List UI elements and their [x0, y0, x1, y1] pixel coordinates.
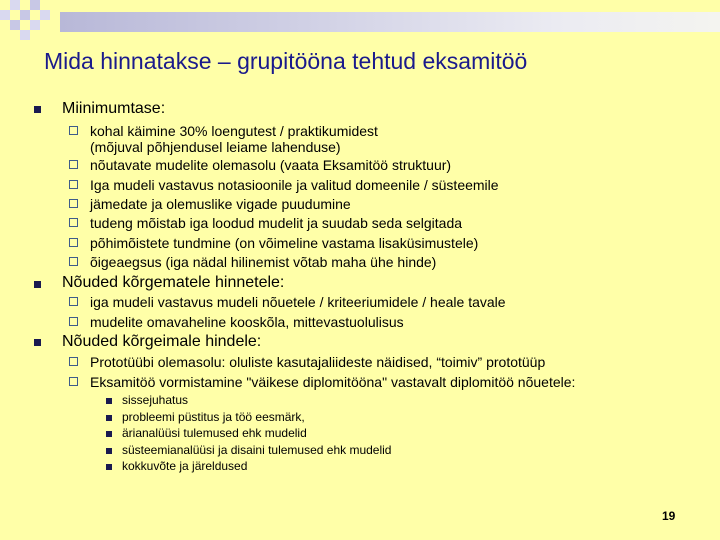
sub-list-item: ärianalüüsi tulemused ehk mudelid: [122, 426, 307, 440]
list-item: Prototüübi olemasolu: oluliste kasutajaliideste näidised, “toimiv” prototüüp: [90, 354, 546, 370]
small-square-bullet-icon: [106, 464, 112, 470]
hollow-square-bullet-icon: [69, 238, 78, 247]
hollow-square-bullet-icon: [69, 218, 78, 227]
slide-title: Mida hinnatakse – grupitööna tehtud eksamitöö: [44, 48, 528, 74]
list-item: mudelite omavaheline kooskõla, mittevastuolulisus: [90, 314, 404, 330]
list-item: Eksamitöö vormistamine "väikese diplomitööna" vastavalt diplomitöö nõuetele:: [90, 374, 576, 390]
hollow-square-bullet-icon: [69, 180, 78, 189]
page-number: 19: [662, 509, 676, 523]
hollow-square-bullet-icon: [69, 257, 78, 266]
title-gradient-bar: [60, 12, 720, 32]
list-item: nõutavate mudelite olemasolu (vaata Eksamitöö struktuur): [90, 157, 452, 173]
hollow-square-bullet-icon: [69, 199, 78, 208]
hollow-square-bullet-icon: [69, 317, 78, 326]
corner-checker-decoration: [0, 0, 60, 40]
hollow-square-bullet-icon: [69, 377, 78, 386]
sub-list-item: probleemi püstitus ja töö eesmärk,: [122, 410, 305, 424]
small-square-bullet-icon: [106, 431, 112, 437]
square-bullet-icon: [34, 281, 41, 288]
list-item: Iga mudeli vastavus notasioonile ja valitud domeenile / süsteemile: [90, 177, 499, 193]
list-item: õigeaegsus (iga nädal hilinemist võtab maha ühe hinde): [90, 254, 437, 270]
sub-list-item: kokkuvõte ja järeldused: [122, 459, 248, 473]
hollow-square-bullet-icon: [69, 160, 78, 169]
square-bullet-icon: [34, 339, 41, 346]
list-item: kohal käimine 30% loengutest / praktikumidest: [90, 123, 378, 139]
small-square-bullet-icon: [106, 398, 112, 404]
small-square-bullet-icon: [106, 415, 112, 421]
section-heading: Nõuded kõrgematele hinnetele:: [62, 274, 285, 291]
section-heading: Miinimumtase:: [62, 100, 166, 117]
hollow-square-bullet-icon: [69, 126, 78, 135]
list-item: jämedate ja olemuslike vigade puudumine: [90, 196, 351, 212]
section-heading: Nõuded kõrgeimale hindele:: [62, 333, 262, 350]
square-bullet-icon: [34, 106, 41, 113]
hollow-square-bullet-icon: [69, 297, 78, 306]
sub-list-item: sissejuhatus: [122, 393, 189, 407]
list-item: põhimõistete tundmine (on võimeline vastama lisaküsimustele): [90, 235, 479, 251]
small-square-bullet-icon: [106, 448, 112, 454]
sub-list-item: süsteemianalüüsi ja disaini tulemused ehk mudelid: [122, 443, 392, 457]
hollow-square-bullet-icon: [69, 357, 78, 366]
list-item: (mõjuval põhjendusel leiame lahenduse): [90, 139, 341, 155]
list-item: iga mudeli vastavus mudeli nõuetele / kriteeriumidele / heale tavale: [90, 294, 506, 310]
list-item: tudeng mõistab iga loodud mudelit ja suudab seda selgitada: [90, 215, 463, 231]
